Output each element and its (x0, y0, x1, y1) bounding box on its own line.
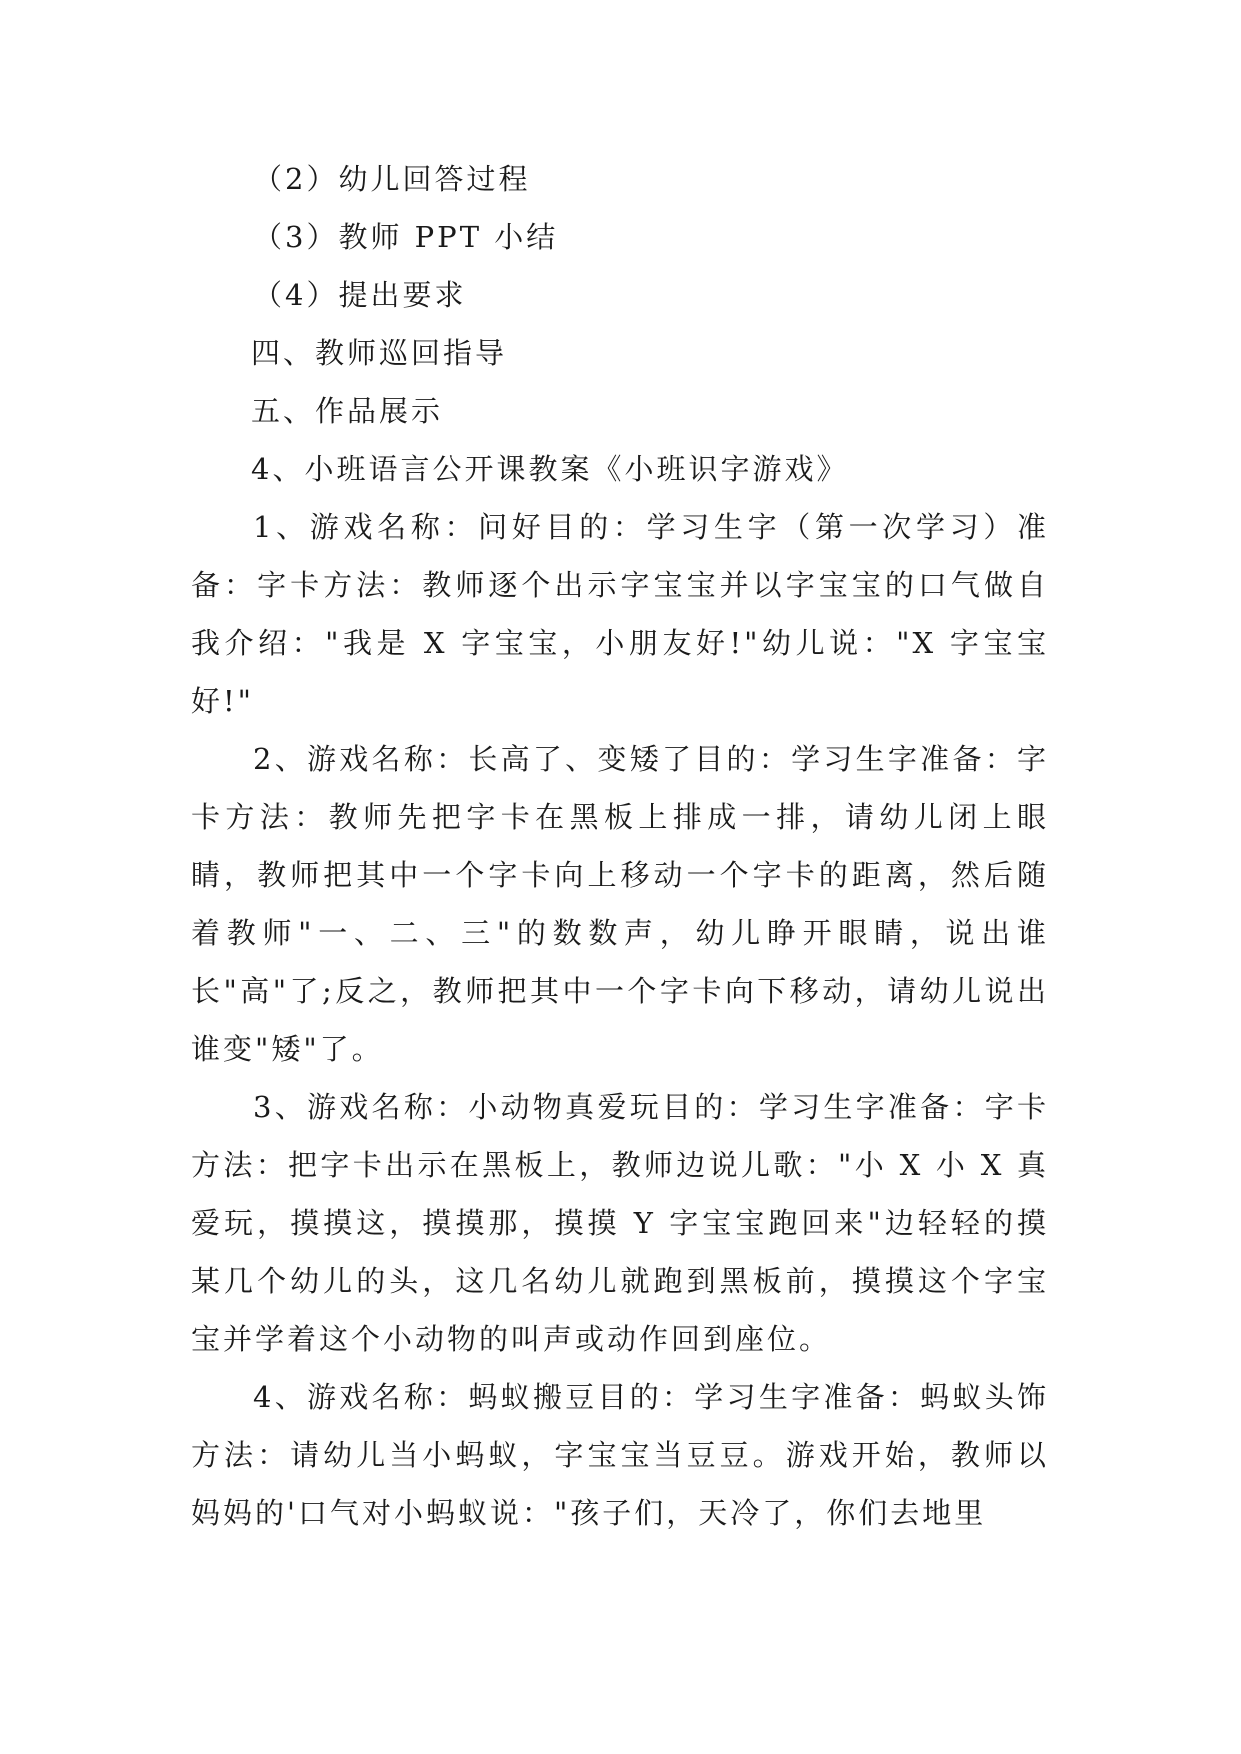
list-item-3: （3）教师 PPT 小结 (253, 220, 559, 254)
lesson-title: 4、小班语言公开课教案《小班识字游戏》 (251, 452, 849, 486)
list-item-2: （2）幼儿回答过程 (253, 162, 531, 196)
paragraph-game-4: 4、游戏名称：蚂蚁搬豆目的：学习生字准备：蚂蚁头饰方法：请幼儿当小蚂蚁，字宝宝当豆豆。游戏开始，教师以妈妈的'口气对小蚂蚁说："孩子们，天冷了，你们去地里 (191, 1380, 1049, 1530)
document-body (191, 150, 1049, 1542)
paragraph-game-1: 1、游戏名称：问好目的：学习生字（第一次学习）准备：字卡方法：教师逐个出示字宝宝并以字宝宝的口气做自我介绍："我是 X 字宝宝，小朋友好!"幼儿说："X 字宝宝好!" (191, 510, 1049, 718)
section-heading-5: 五、作品展示 (251, 394, 444, 428)
list-item-4: （4）提出要求 (253, 278, 467, 312)
section-heading-4: 四、教师巡回指导 (251, 336, 508, 370)
paragraph-game-2: 2、游戏名称：长高了、变矮了目的：学习生字准备：字卡方法：教师先把字卡在黑板上排成一排，请幼儿闭上眼睛，教师把其中一个字卡向上移动一个字卡的距离，然后随着教师"一、二、三"的数数声，幼儿睁开眼睛，说出谁长"高"了;反之，教师把其中一个字卡向下移动，请幼儿说出谁变"矮"了。 (191, 742, 1049, 1066)
paragraph-game-3: 3、游戏名称：小动物真爱玩目的：学习生字准备：字卡方法：把字卡出示在黑板上，教师边说儿歌："小 X 小 X 真爱玩，摸摸这，摸摸那，摸摸 Y 字宝宝跑回来"边轻轻的摸某几个幼儿的头，这几名幼儿就跑到黑板前，摸摸这个字宝宝并学着这个小动物的叫声或动作回到座位。 (191, 1090, 1049, 1356)
